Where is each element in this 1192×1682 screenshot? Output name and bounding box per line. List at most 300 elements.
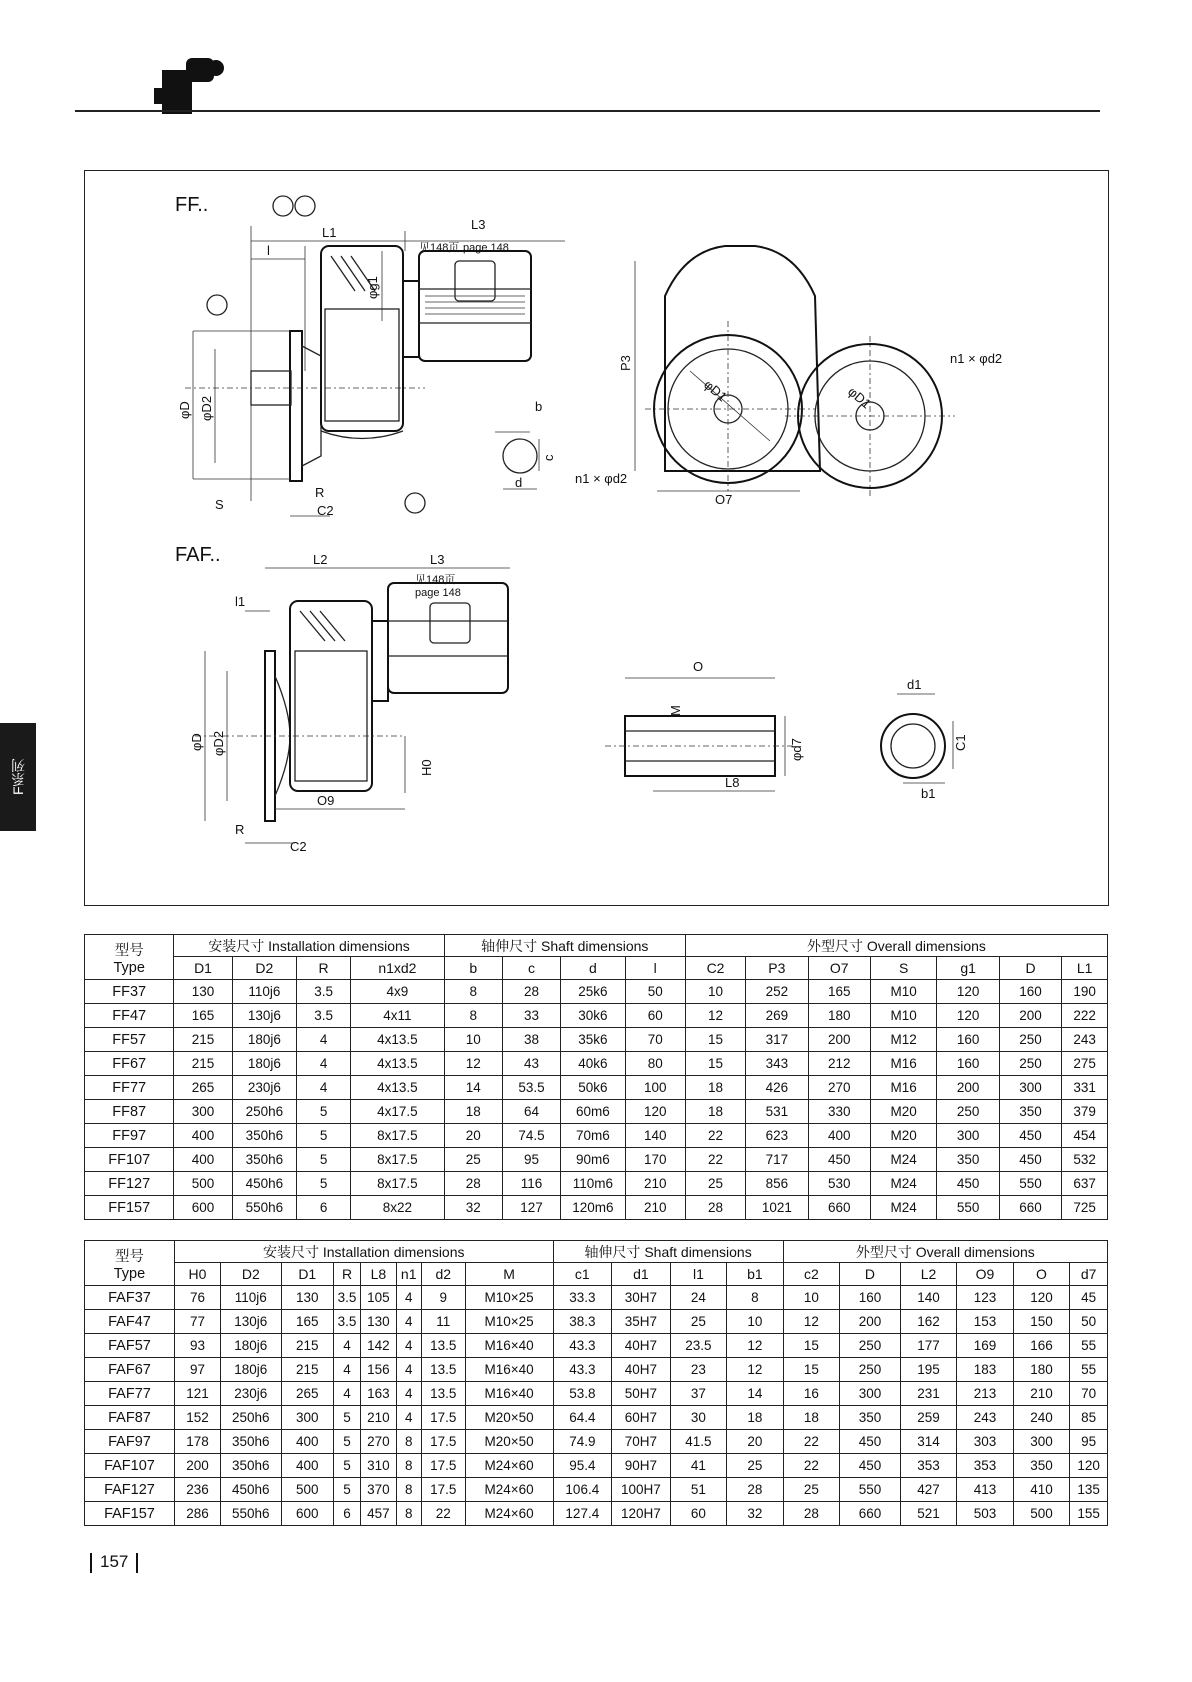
faf-value-cell: 10	[783, 1286, 839, 1310]
faf-value-cell: 450	[840, 1430, 901, 1454]
ff-value-cell: 120	[937, 1004, 999, 1028]
faf-value-cell: 153	[957, 1310, 1013, 1334]
table-row	[85, 1100, 1108, 1124]
faf-value-cell: 3.5	[333, 1286, 360, 1310]
ff-value-cell: 22	[685, 1148, 745, 1172]
ff-value-cell: 160	[937, 1052, 999, 1076]
svg-text:O7: O7	[715, 492, 733, 507]
faf-value-cell: 23.5	[670, 1334, 726, 1358]
faf-value-cell: 350h6	[220, 1430, 281, 1454]
ff-value-cell: 70m6	[561, 1124, 625, 1148]
faf-value-cell: 123	[957, 1286, 1013, 1310]
ff-value-cell: M24	[870, 1148, 937, 1172]
ff-flange	[290, 331, 302, 481]
ff-type-cell: FF67	[85, 1052, 174, 1076]
faf-value-cell: 22	[783, 1430, 839, 1454]
ff-value-cell: 38	[502, 1028, 560, 1052]
ff-value-cell: 250	[999, 1052, 1061, 1076]
ff-value-cell: M12	[870, 1028, 937, 1052]
faf-value-cell: 30	[670, 1406, 726, 1430]
ff-value-cell: M10	[870, 1004, 937, 1028]
faf-value-cell: 270	[361, 1430, 397, 1454]
ff-value-cell: 70	[625, 1028, 685, 1052]
faf-value-cell: 37	[670, 1382, 726, 1406]
ff-value-cell: 243	[1062, 1028, 1108, 1052]
ff-value-cell: 160	[999, 980, 1061, 1004]
faf-value-cell: 25	[670, 1310, 726, 1334]
ff-value-cell: 4x17.5	[351, 1100, 445, 1124]
faf-col-header: n1	[396, 1263, 421, 1286]
svg-text:φD: φD	[177, 401, 192, 419]
table-row	[85, 1076, 1108, 1100]
ff-value-cell: 200	[999, 1004, 1061, 1028]
faf-value-cell: 53.8	[553, 1382, 612, 1406]
ff-value-cell: 210	[625, 1172, 685, 1196]
ff-value-cell: 500	[174, 1172, 232, 1196]
ff-value-cell: 165	[174, 1004, 232, 1028]
ff-value-cell: 300	[937, 1124, 999, 1148]
faf-value-cell: 12	[727, 1334, 783, 1358]
faf-value-cell: 41	[670, 1454, 726, 1478]
faf-value-cell: 17.5	[421, 1406, 465, 1430]
ff-group-shaft: 轴伸尺寸 Shaft dimensions	[444, 935, 685, 957]
svg-text:S: S	[215, 497, 224, 512]
ff-col-header: S	[870, 957, 937, 980]
ff-value-cell: M20	[870, 1100, 937, 1124]
table-row	[85, 1358, 1108, 1382]
ff-value-cell: 8x22	[351, 1196, 445, 1220]
technical-drawing	[85, 171, 1107, 904]
faf-value-cell: 4	[333, 1358, 360, 1382]
faf-value-cell: 40H7	[612, 1358, 671, 1382]
faf-value-cell: 28	[727, 1478, 783, 1502]
ff-value-cell: 15	[685, 1052, 745, 1076]
ff-value-cell: 343	[746, 1052, 808, 1076]
faf-value-cell: 230j6	[220, 1382, 281, 1406]
faf-value-cell: 130j6	[220, 1310, 281, 1334]
ff-col-header: n1xd2	[351, 957, 445, 980]
ff-value-cell: 53.5	[502, 1076, 560, 1100]
ff-col-header: O7	[808, 957, 870, 980]
faf-group-overall: 外型尺寸 Overall dimensions	[783, 1241, 1107, 1263]
ff-group-installation: 安装尺寸 Installation dimensions	[174, 935, 444, 957]
ff-type-cell: FF37	[85, 980, 174, 1004]
faf-value-cell: 20	[727, 1430, 783, 1454]
faf-type-cell: FAF67	[85, 1358, 175, 1382]
ff-value-cell: 28	[685, 1196, 745, 1220]
ff-value-cell: 180j6	[232, 1052, 296, 1076]
ff-value-cell: 222	[1062, 1004, 1108, 1028]
faf-value-cell: M16×40	[465, 1358, 553, 1382]
svg-text:φd7: φd7	[789, 738, 804, 761]
faf-type-cell: FAF87	[85, 1406, 175, 1430]
faf-value-cell: 163	[361, 1382, 397, 1406]
ff-value-cell: 5	[297, 1124, 351, 1148]
ff-value-cell: 270	[808, 1076, 870, 1100]
faf-value-cell: 22	[783, 1454, 839, 1478]
ff-value-cell: M16	[870, 1076, 937, 1100]
ff-value-cell: 90m6	[561, 1148, 625, 1172]
svg-text:b1: b1	[921, 786, 936, 801]
ff-value-cell: 18	[685, 1076, 745, 1100]
svg-text:n1 × φd2: n1 × φd2	[950, 351, 1003, 366]
svg-text:n1 × φd2: n1 × φd2	[575, 471, 628, 486]
svg-text:page 148: page 148	[415, 587, 461, 599]
faf-col-header: R	[333, 1263, 360, 1286]
faf-value-cell: 8	[396, 1478, 421, 1502]
faf-value-cell: 300	[1013, 1430, 1069, 1454]
faf-type-cell: FAF157	[85, 1502, 175, 1526]
faf-group-installation: 安装尺寸 Installation dimensions	[174, 1241, 553, 1263]
faf-type-cell: FAF57	[85, 1334, 175, 1358]
ff-value-cell: 10	[444, 1028, 502, 1052]
ff-value-cell: 140	[625, 1124, 685, 1148]
faf-value-cell: 8	[727, 1286, 783, 1310]
faf-value-cell: M20×50	[465, 1406, 553, 1430]
ff-value-cell: 120	[937, 980, 999, 1004]
faf-value-cell: 314	[900, 1430, 956, 1454]
faf-col-header: d1	[612, 1263, 671, 1286]
faf-value-cell: 166	[1013, 1334, 1069, 1358]
faf-value-cell: 17.5	[421, 1454, 465, 1478]
faf-value-cell: 22	[421, 1502, 465, 1526]
faf-value-cell: 8	[396, 1430, 421, 1454]
ff-col-header: D1	[174, 957, 232, 980]
ff-type-cell: FF107	[85, 1148, 174, 1172]
faf-col-header: O9	[957, 1263, 1013, 1286]
ff-value-cell: 95	[502, 1148, 560, 1172]
ff-value-cell: 120m6	[561, 1196, 625, 1220]
faf-value-cell: 210	[361, 1406, 397, 1430]
faf-value-cell: 427	[900, 1478, 956, 1502]
svg-text:R: R	[315, 485, 325, 500]
faf-value-cell: 10	[727, 1310, 783, 1334]
svg-text:P3: P3	[618, 355, 633, 371]
ff-value-cell: 4x11	[351, 1004, 445, 1028]
ff-value-cell: 64	[502, 1100, 560, 1124]
technical-drawing-frame	[84, 170, 1109, 906]
faf-value-cell: 110j6	[220, 1286, 281, 1310]
svg-text:M: M	[668, 705, 683, 716]
ff-value-cell: 3.5	[297, 1004, 351, 1028]
svg-text:b: b	[535, 399, 543, 414]
faf-value-cell: 180	[1013, 1358, 1069, 1382]
faf-col-header: O	[1013, 1263, 1069, 1286]
faf-value-cell: 195	[900, 1358, 956, 1382]
svg-text:H0: H0	[419, 759, 434, 776]
faf-value-cell: 13.5	[421, 1358, 465, 1382]
faf-value-cell: 3.5	[333, 1310, 360, 1334]
svg-text:O: O	[693, 659, 704, 674]
faf-value-cell: 4	[396, 1334, 421, 1358]
ff-value-cell: 100	[625, 1076, 685, 1100]
faf-value-cell: 450	[840, 1454, 901, 1478]
faf-value-cell: 95.4	[553, 1454, 612, 1478]
faf-value-cell: 259	[900, 1406, 956, 1430]
faf-value-cell: 18	[727, 1406, 783, 1430]
svg-text:φD1: φD1	[845, 383, 874, 412]
faf-value-cell: 200	[840, 1310, 901, 1334]
mounting-symbol-icon	[273, 196, 293, 216]
ff-value-cell: 12	[444, 1052, 502, 1076]
ff-dimension-table	[84, 934, 1108, 1220]
oil-level-icon	[207, 295, 227, 315]
faf-type-cell: FAF37	[85, 1286, 175, 1310]
faf-value-cell: 5	[333, 1406, 360, 1430]
faf-value-cell: 120	[1070, 1454, 1108, 1478]
table-row	[85, 1196, 1108, 1220]
faf-value-cell: 30H7	[612, 1286, 671, 1310]
ff-gear-housing	[321, 246, 403, 431]
faf-value-cell: 180j6	[220, 1334, 281, 1358]
faf-gear-housing	[290, 601, 372, 791]
faf-value-cell: 410	[1013, 1478, 1069, 1502]
faf-col-header: l1	[670, 1263, 726, 1286]
svg-text:d1: d1	[907, 677, 922, 692]
faf-value-cell: 76	[174, 1286, 220, 1310]
faf-dimension-table	[84, 1240, 1108, 1526]
svg-text:见148页: 见148页	[415, 574, 456, 586]
ff-value-cell: 8	[444, 980, 502, 1004]
faf-value-cell: 25	[783, 1478, 839, 1502]
faf-value-cell: 9	[421, 1286, 465, 1310]
faf-value-cell: M16×40	[465, 1382, 553, 1406]
ff-value-cell: 5	[297, 1100, 351, 1124]
faf-value-cell: 310	[361, 1454, 397, 1478]
ff-value-cell: 60m6	[561, 1100, 625, 1124]
faf-value-cell: 200	[174, 1454, 220, 1478]
faf-value-cell: 55	[1070, 1358, 1108, 1382]
faf-value-cell: 15	[783, 1358, 839, 1382]
ff-type-header: 型号 Type	[85, 935, 174, 980]
faf-value-cell: 100H7	[612, 1478, 671, 1502]
ff-value-cell: 4	[297, 1076, 351, 1100]
ff-value-cell: 200	[937, 1076, 999, 1100]
ff-type-cell: FF77	[85, 1076, 174, 1100]
svg-text:L8: L8	[725, 775, 740, 790]
faf-value-cell: 160	[840, 1286, 901, 1310]
svg-text:C2: C2	[290, 839, 307, 854]
faf-col-header: L2	[900, 1263, 956, 1286]
faf-value-cell: 32	[727, 1502, 783, 1526]
faf-value-cell: 169	[957, 1334, 1013, 1358]
faf-value-cell: 97	[174, 1358, 220, 1382]
ff-value-cell: 4x13.5	[351, 1052, 445, 1076]
ff-type-cell: FF57	[85, 1028, 174, 1052]
ff-value-cell: 30k6	[561, 1004, 625, 1028]
faf-value-cell: 43.3	[553, 1334, 612, 1358]
faf-value-cell: 74.9	[553, 1430, 612, 1454]
ff-value-cell: 450	[999, 1124, 1061, 1148]
ff-value-cell: 331	[1062, 1076, 1108, 1100]
table-row	[85, 1454, 1108, 1478]
svg-text:C1: C1	[953, 734, 968, 751]
faf-col-header: L8	[361, 1263, 397, 1286]
ff-value-cell: 22	[685, 1124, 745, 1148]
ff-value-cell: 25	[444, 1148, 502, 1172]
ff-col-header: g1	[937, 957, 999, 980]
ff-value-cell: 170	[625, 1148, 685, 1172]
faf-value-cell: 4	[396, 1286, 421, 1310]
ff-title: FF..	[175, 194, 209, 216]
faf-value-cell: 33.3	[553, 1286, 612, 1310]
ff-value-cell: 532	[1062, 1148, 1108, 1172]
faf-value-cell: 11	[421, 1310, 465, 1334]
ff-value-cell: 8x17.5	[351, 1124, 445, 1148]
table-row	[85, 1172, 1108, 1196]
ff-value-cell: 120	[625, 1100, 685, 1124]
ff-value-cell: 43	[502, 1052, 560, 1076]
faf-value-cell: 85	[1070, 1406, 1108, 1430]
svg-text:φD1: φD1	[701, 376, 730, 405]
faf-title: FAF..	[175, 544, 221, 566]
faf-value-cell: 95	[1070, 1430, 1108, 1454]
faf-value-cell: 500	[1013, 1502, 1069, 1526]
ff-value-cell: 450	[999, 1148, 1061, 1172]
faf-value-cell: 236	[174, 1478, 220, 1502]
faf-type-cell: FAF107	[85, 1454, 175, 1478]
faf-value-cell: 38.3	[553, 1310, 612, 1334]
faf-value-cell: 550h6	[220, 1502, 281, 1526]
ff-col-header: l	[625, 957, 685, 980]
faf-type-header: 型号 Type	[85, 1241, 175, 1286]
svg-text:page 148: page 148	[463, 242, 509, 254]
ff-value-cell: 14	[444, 1076, 502, 1100]
faf-value-cell: M10×25	[465, 1286, 553, 1310]
ff-value-cell: 350h6	[232, 1124, 296, 1148]
ff-value-cell: M10	[870, 980, 937, 1004]
ff-value-cell: 250h6	[232, 1100, 296, 1124]
ff-value-cell: 550h6	[232, 1196, 296, 1220]
ff-value-cell: 210	[625, 1196, 685, 1220]
ff-value-cell: 350	[937, 1148, 999, 1172]
faf-value-cell: 24	[670, 1286, 726, 1310]
ff-value-cell: M24	[870, 1196, 937, 1220]
faf-col-header: c1	[553, 1263, 612, 1286]
ff-value-cell: 190	[1062, 980, 1108, 1004]
ff-type-cell: FF157	[85, 1196, 174, 1220]
ff-value-cell: 6	[297, 1196, 351, 1220]
faf-value-cell: 60H7	[612, 1406, 671, 1430]
table-row	[85, 1004, 1108, 1028]
ff-value-cell: 116	[502, 1172, 560, 1196]
faf-value-cell: 450h6	[220, 1478, 281, 1502]
table-row	[85, 1124, 1108, 1148]
ff-value-cell: 130	[174, 980, 232, 1004]
ff-value-cell: 4x13.5	[351, 1076, 445, 1100]
ff-type-cell: FF97	[85, 1124, 174, 1148]
ff-value-cell: 856	[746, 1172, 808, 1196]
faf-value-cell: 18	[783, 1406, 839, 1430]
ff-value-cell: 725	[1062, 1196, 1108, 1220]
faf-value-cell: 70H7	[612, 1430, 671, 1454]
faf-value-cell: 14	[727, 1382, 783, 1406]
table-row	[85, 1148, 1108, 1172]
ff-value-cell: 25k6	[561, 980, 625, 1004]
faf-group-shaft: 轴伸尺寸 Shaft dimensions	[553, 1241, 783, 1263]
svg-text:φg1: φg1	[365, 276, 380, 299]
faf-value-cell: 43.3	[553, 1358, 612, 1382]
ff-value-cell: 12	[685, 1004, 745, 1028]
ff-value-cell: 50	[625, 980, 685, 1004]
faf-value-cell: 120	[1013, 1286, 1069, 1310]
ff-value-cell: 300	[999, 1076, 1061, 1100]
faf-value-cell: 550	[840, 1478, 901, 1502]
ff-value-cell: 600	[174, 1196, 232, 1220]
svg-text:见148页: 见148页	[419, 242, 460, 254]
ff-value-cell: 269	[746, 1004, 808, 1028]
faf-value-cell: 8	[396, 1502, 421, 1526]
drain-plug-icon	[405, 493, 425, 513]
table-row	[85, 1502, 1108, 1526]
faf-value-cell: 16	[783, 1382, 839, 1406]
faf-type-cell: FAF97	[85, 1430, 175, 1454]
faf-value-cell: 250	[840, 1358, 901, 1382]
faf-value-cell: 303	[957, 1430, 1013, 1454]
faf-value-cell: 457	[361, 1502, 397, 1526]
faf-motor	[388, 583, 508, 693]
faf-value-cell: 50	[1070, 1310, 1108, 1334]
faf-value-cell: 152	[174, 1406, 220, 1430]
faf-value-cell: 300	[281, 1406, 333, 1430]
ff-value-cell: 531	[746, 1100, 808, 1124]
faf-value-cell: 8	[396, 1454, 421, 1478]
ff-value-cell: 1021	[746, 1196, 808, 1220]
faf-value-cell: 162	[900, 1310, 956, 1334]
faf-value-cell: 4	[396, 1310, 421, 1334]
faf-value-cell: 45	[1070, 1286, 1108, 1310]
ff-value-cell: 350h6	[232, 1148, 296, 1172]
faf-value-cell: 156	[361, 1358, 397, 1382]
ff-value-cell: 450h6	[232, 1172, 296, 1196]
faf-value-cell: 183	[957, 1358, 1013, 1382]
faf-value-cell: 180j6	[220, 1358, 281, 1382]
ff-shaft-section	[503, 439, 537, 473]
faf-col-header: d7	[1070, 1263, 1108, 1286]
ff-value-cell: 40k6	[561, 1052, 625, 1076]
table-row	[85, 1430, 1108, 1454]
ff-col-header: D2	[232, 957, 296, 980]
faf-value-cell: 77	[174, 1310, 220, 1334]
faf-value-cell: 4	[396, 1406, 421, 1430]
svg-text:l: l	[267, 243, 270, 258]
header-rule	[75, 110, 1100, 112]
table-row	[85, 1334, 1108, 1358]
ff-value-cell: 212	[808, 1052, 870, 1076]
ff-col-header: b	[444, 957, 502, 980]
ff-value-cell: 400	[808, 1124, 870, 1148]
ff-type-cell: FF47	[85, 1004, 174, 1028]
faf-value-cell: 127.4	[553, 1502, 612, 1526]
ff-value-cell: 450	[937, 1172, 999, 1196]
faf-value-cell: 4	[333, 1334, 360, 1358]
faf-value-cell: 130	[281, 1286, 333, 1310]
ff-value-cell: 4	[297, 1028, 351, 1052]
ff-value-cell: 379	[1062, 1100, 1108, 1124]
faf-col-header: d2	[421, 1263, 465, 1286]
table-row	[85, 1406, 1108, 1430]
ff-value-cell: 4	[297, 1052, 351, 1076]
faf-value-cell: 286	[174, 1502, 220, 1526]
faf-col-header: H0	[174, 1263, 220, 1286]
faf-value-cell: 400	[281, 1454, 333, 1478]
ff-value-cell: 130j6	[232, 1004, 296, 1028]
faf-value-cell: 350	[840, 1406, 901, 1430]
ff-value-cell: 60	[625, 1004, 685, 1028]
svg-text:c: c	[541, 454, 556, 461]
ff-motor	[419, 251, 531, 361]
faf-value-cell: 503	[957, 1502, 1013, 1526]
